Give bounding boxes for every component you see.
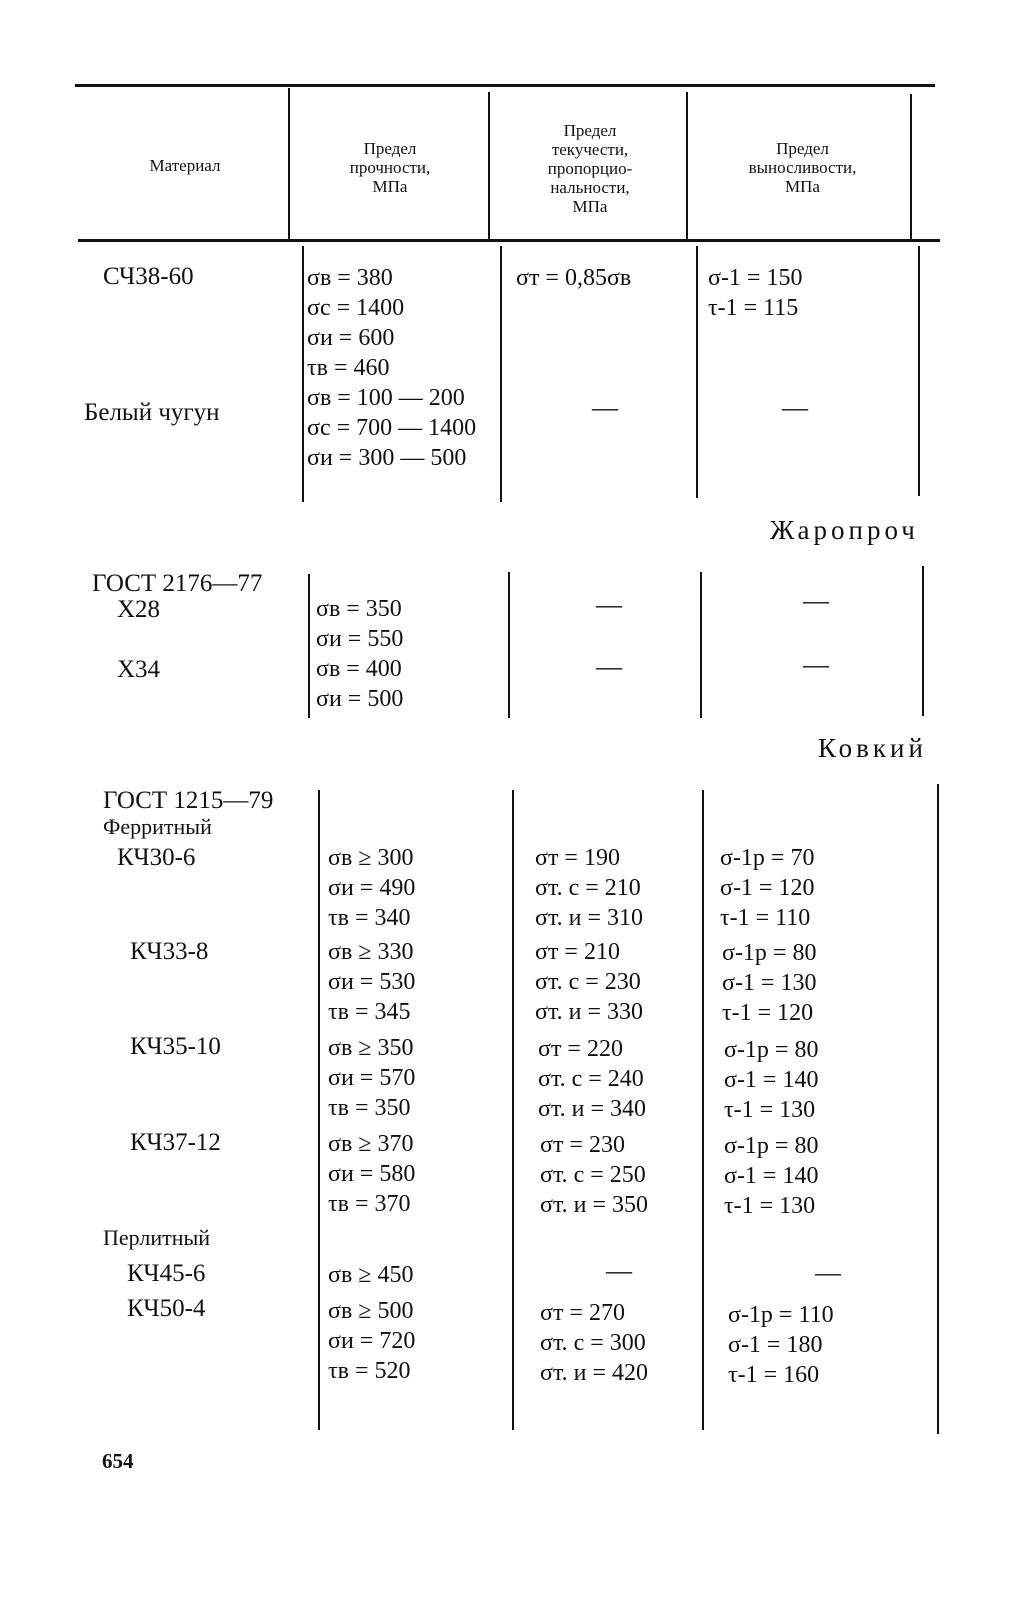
g1-strength-3: τв = 460 — [307, 355, 390, 381]
g3-endurance-0: σ-1р = 70 — [720, 845, 815, 871]
g3-endurance-1: σ-1 = 120 — [720, 875, 815, 901]
g3-yield-e — [540, 1298, 648, 1388]
g3-endurance-11: τ-1 = 130 — [724, 1193, 816, 1219]
g3-strength-0: σв ≥ 300 — [328, 845, 414, 871]
g2-strength-3: σи = 500 — [316, 686, 404, 712]
g3-strength-b — [328, 937, 415, 1027]
g1-col-line-2 — [500, 246, 502, 502]
g3-endurance-b — [722, 938, 816, 1028]
material-pearlitic: Перлитный — [103, 1225, 211, 1250]
g3-endurance-a — [720, 843, 814, 933]
g3-strength-2: τв = 340 — [328, 905, 411, 931]
g1-strength-4: σв = 100 — 200 — [307, 385, 465, 411]
g1-yield-1: — — [592, 393, 618, 422]
g3-strength-14: σи = 720 — [328, 1328, 416, 1354]
g1-col-line-3 — [696, 246, 698, 498]
g3-strength-13: σв ≥ 500 — [328, 1298, 414, 1324]
header-col-line-3 — [686, 92, 688, 240]
g3-yield-d — [540, 1130, 648, 1220]
g3-strength-12: σв ≥ 450 — [328, 1262, 414, 1288]
g2-strength-values — [316, 594, 403, 714]
material-x28: Х28 — [117, 596, 161, 623]
g1-strength-1: σс = 1400 — [307, 295, 405, 321]
g3-endurance-e — [728, 1300, 834, 1390]
g3-endurance-c — [724, 1035, 818, 1125]
header-material: Материал — [149, 156, 221, 175]
g3-strength-10: σи = 580 — [328, 1161, 416, 1187]
g3-endurance-8: τ-1 = 130 — [724, 1097, 816, 1123]
g3-endurance-10: σ-1 = 140 — [724, 1163, 819, 1189]
material-kch33-8: КЧ33-8 — [130, 938, 209, 965]
header-yield: Предел текучести, пропорцио- нальности, МПа — [547, 121, 633, 216]
header-endurance: Предел выносливости, МПа — [748, 139, 857, 196]
material-gost-1215-79: ГОСТ 1215—79 — [103, 787, 274, 814]
g2-col-line-1 — [308, 574, 310, 718]
material-white-cast-iron: Белый чугун — [84, 399, 220, 426]
page-number: 654 — [102, 1449, 134, 1473]
g1-endurance-1: τ-1 = 115 — [708, 295, 799, 321]
g1-strength-5: σс = 700 — 1400 — [307, 415, 477, 441]
material-x34: Х34 — [117, 656, 161, 683]
g3-yield-10: σт. с = 250 — [540, 1162, 646, 1188]
g3-strength-1: σи = 490 — [328, 875, 416, 901]
g2-strength-0: σв = 350 — [316, 596, 402, 622]
g3-yield-13: σт = 270 — [540, 1300, 625, 1326]
g1-strength-values — [307, 263, 476, 473]
g3-endurance-14: σ-1 = 180 — [728, 1332, 823, 1358]
material-ferritic: Ферритный — [103, 814, 212, 839]
g3-endurance-4: σ-1 = 130 — [722, 970, 817, 996]
g1-strength-2: σи = 600 — [307, 325, 395, 351]
material-gost-2176-77: ГОСТ 2176—77 — [92, 570, 263, 597]
g2-strength-1: σи = 550 — [316, 626, 404, 652]
g3-strength-7: σи = 570 — [328, 1065, 416, 1091]
g3-endurance-13: σ-1р = 110 — [728, 1302, 834, 1328]
g2-endurance-0: — — [803, 586, 829, 615]
g3-endurance-3: σ-1р = 80 — [722, 940, 817, 966]
g3-endurance-5: τ-1 = 120 — [722, 1000, 814, 1026]
header-bottom-rule — [78, 239, 940, 242]
g3-col-line-3 — [702, 790, 704, 1430]
g3-yield-8: σт. и = 340 — [538, 1096, 646, 1122]
g3-endurance-6: σ-1р = 80 — [724, 1037, 819, 1063]
header-col-line-1 — [288, 88, 290, 240]
g3-yield-0: σт = 190 — [535, 845, 620, 871]
header-strength: Предел прочности, МПа — [349, 139, 431, 196]
g3-yield-2: σт. и = 310 — [535, 905, 643, 931]
g3-strength-d — [328, 1129, 415, 1219]
g3-yield-9: σт = 230 — [540, 1132, 625, 1158]
g3-yield-15: σт. и = 420 — [540, 1360, 648, 1386]
g3-col-line-4 — [937, 784, 939, 1434]
g3-yield-11: σт. и = 350 — [540, 1192, 648, 1218]
g2-strength-2: σв = 400 — [316, 656, 402, 682]
g3-endurance-2: τ-1 = 110 — [720, 905, 811, 931]
g2-yield-0: — — [596, 590, 622, 619]
g1-strength-0: σв = 380 — [307, 265, 393, 291]
g1-yield-0: σт = 0,85σв — [516, 265, 632, 291]
header-col-line-2 — [488, 92, 490, 240]
g2-col-line-3 — [700, 572, 702, 718]
material-kch45-6: КЧ45-6 — [127, 1260, 206, 1287]
g2-col-line-2 — [508, 572, 510, 718]
g3-strength-e — [328, 1296, 415, 1386]
g3-yield-5: σт. и = 330 — [535, 999, 643, 1025]
g2-endurance-1: — — [803, 650, 829, 679]
material-kch30-6: КЧ30-6 — [117, 844, 196, 871]
section-malleable: Ковкий — [818, 733, 927, 763]
top-rule — [75, 84, 935, 87]
material-sch38-60: СЧ38-60 — [103, 263, 194, 290]
g3-yield-a — [535, 843, 643, 933]
g1-endurance-0: σ-1 = 150 — [708, 265, 803, 291]
g3-strength-5: τв = 345 — [328, 999, 411, 1025]
g3-yield-1: σт. с = 210 — [535, 875, 641, 901]
section-heat-resistant: Жаропроч — [770, 515, 919, 545]
g2-col-line-4 — [922, 566, 924, 716]
g1-col-line-1 — [302, 246, 304, 502]
material-kch50-4: КЧ50-4 — [127, 1295, 206, 1322]
g3-strength-8: τв = 350 — [328, 1095, 411, 1121]
g3-endurance-15: τ-1 = 160 — [728, 1362, 820, 1388]
g1-col-line-4 — [918, 246, 920, 496]
g3-strength-3: σв ≥ 330 — [328, 939, 414, 965]
g3-col-line-2 — [512, 790, 514, 1430]
g3-endurance-d — [724, 1131, 818, 1221]
material-kch37-12: КЧ37-12 — [130, 1129, 221, 1156]
g3-yield-3: σт = 210 — [535, 939, 620, 965]
g3-strength-15: τв = 520 — [328, 1358, 411, 1384]
g3-yield-7: σт. с = 240 — [538, 1066, 644, 1092]
g1-strength-6: σи = 300 — 500 — [307, 445, 467, 471]
g3-yield-6: σт = 220 — [538, 1036, 623, 1062]
g3-yield-c — [538, 1034, 646, 1124]
g3-strength-4: σи = 530 — [328, 969, 416, 995]
g3-endurance-12: — — [815, 1258, 841, 1287]
g2-yield-1: — — [596, 652, 622, 681]
g3-yield-14: σт. с = 300 — [540, 1330, 646, 1356]
g3-strength-9: σв ≥ 370 — [328, 1131, 414, 1157]
g3-strength-6: σв ≥ 350 — [328, 1035, 414, 1061]
g3-yield-12: — — [606, 1256, 632, 1285]
g3-yield-b — [535, 937, 643, 1027]
g3-strength-11: τв = 370 — [328, 1191, 411, 1217]
g3-col-line-1 — [318, 790, 320, 1430]
g3-endurance-9: σ-1р = 80 — [724, 1133, 819, 1159]
g1-endurance-2: — — [782, 393, 808, 422]
g3-strength-c — [328, 1033, 415, 1123]
material-kch35-10: КЧ35-10 — [130, 1033, 221, 1060]
g3-yield-4: σт. с = 230 — [535, 969, 641, 995]
g3-strength-a — [328, 843, 415, 933]
header-col-line-4 — [910, 94, 912, 240]
g3-endurance-7: σ-1 = 140 — [724, 1067, 819, 1093]
